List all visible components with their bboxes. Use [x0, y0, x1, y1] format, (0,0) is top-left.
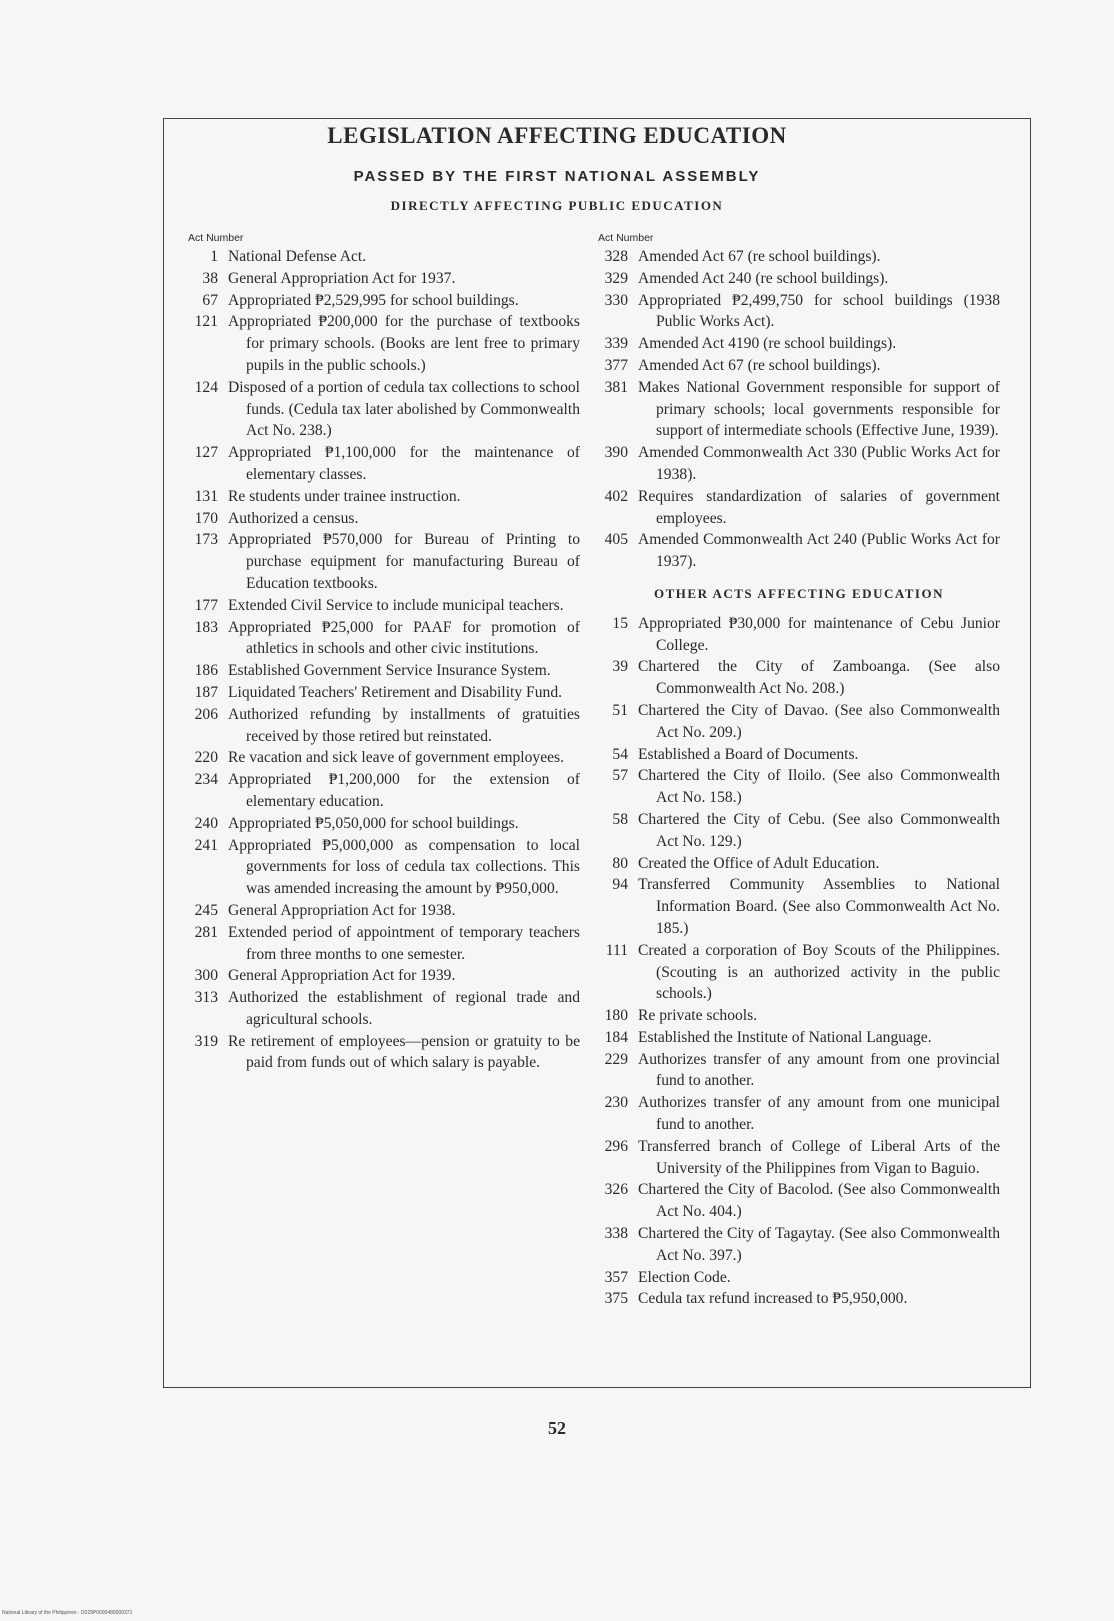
act-number: 127 — [194, 444, 218, 462]
act-number: 313 — [194, 989, 218, 1007]
act-number: 402 — [604, 487, 628, 505]
act-entry — [188, 268, 580, 290]
act-entry — [188, 704, 580, 748]
act-number: 405 — [604, 531, 628, 549]
act-number: 296 — [604, 1137, 628, 1155]
act-entry — [598, 613, 1000, 657]
act-number: 184 — [604, 1028, 628, 1046]
act-description: Makes National Government responsible for support of primary schools; local governments responsible for support of intermediate schools (Effective June, 1939). — [638, 378, 1000, 440]
act-entry — [188, 486, 580, 508]
act-number: 1 — [210, 248, 218, 265]
act-description: Established a Board of Documents. — [638, 745, 859, 763]
act-number: 319 — [194, 1032, 218, 1050]
act-number: 338 — [604, 1225, 628, 1243]
act-description: Established the Institute of National Language. — [638, 1028, 932, 1046]
act-entry — [598, 700, 1000, 744]
act-entry — [598, 290, 1000, 334]
act-description: Re students under trainee instruction. — [228, 487, 461, 505]
act-number: 173 — [194, 531, 218, 549]
act-description: Extended period of appointment of temporary teachers from three months to one semester. — [228, 923, 580, 963]
act-description: General Appropriation Act for 1937. — [228, 269, 456, 287]
page-number: 52 — [548, 1418, 566, 1438]
document-subtitle: PASSED BY THE FIRST NATIONAL ASSEMBLY — [353, 168, 761, 185]
act-number: 220 — [194, 749, 218, 767]
act-entry — [598, 744, 1000, 766]
act-description: Amended Act 240 (re school buildings). — [638, 269, 889, 287]
act-number: 170 — [194, 509, 218, 527]
act-description: Transferred Community Assemblies to National Information Board. (See also Commonwealth Act No. 185.) — [638, 876, 1000, 937]
act-number: 377 — [604, 356, 628, 374]
act-number: 38 — [202, 269, 218, 287]
act-number: 245 — [194, 901, 218, 919]
column-label: Act Number — [598, 232, 654, 244]
act-number: 330 — [604, 291, 628, 309]
act-description: Appropriated ₱5,050,000 for school buildings. — [228, 814, 519, 832]
right-act-list — [598, 246, 1000, 573]
act-entry — [598, 1027, 1000, 1049]
act-description: Appropriated ₱2,529,995 for school buildings. — [228, 291, 519, 309]
act-entry — [188, 529, 580, 594]
act-entry — [188, 965, 580, 987]
act-description: Created the Office of Adult Education. — [638, 854, 880, 872]
act-number: 57 — [612, 767, 628, 785]
act-entry — [188, 311, 580, 376]
act-number: 80 — [612, 854, 628, 872]
act-number: 375 — [604, 1290, 628, 1308]
act-entry — [598, 486, 1000, 530]
left-act-list — [188, 246, 580, 1074]
act-number: 187 — [194, 683, 218, 701]
act-number: 39 — [612, 658, 628, 676]
act-entry — [188, 682, 580, 704]
act-entry — [188, 747, 580, 769]
act-number: 180 — [604, 1007, 628, 1025]
act-entry — [598, 1179, 1000, 1223]
act-entry — [188, 835, 580, 900]
act-number: 230 — [604, 1094, 628, 1112]
act-entry — [188, 813, 580, 835]
act-number: 121 — [194, 313, 218, 331]
act-description: Authorizes transfer of any amount from one provincial fund to another. — [638, 1050, 1000, 1090]
act-description: Authorizes transfer of any amount from one municipal fund to another. — [638, 1094, 1000, 1134]
act-entry — [598, 765, 1000, 809]
act-entry — [188, 900, 580, 922]
act-description: General Appropriation Act for 1938. — [228, 901, 456, 919]
act-number: 67 — [202, 291, 218, 309]
act-description: Cedula tax refund increased to ₱5,950,000. — [638, 1290, 908, 1308]
act-description: Re vacation and sick leave of government employees. — [228, 749, 565, 767]
act-entry — [188, 660, 580, 682]
act-description: Disposed of a portion of cedula tax collections to school funds. (Cedula tax later abolished by Commonwealth Act No. 238.) — [228, 378, 580, 440]
column-label: Act Number — [188, 232, 244, 244]
act-number: 328 — [604, 248, 628, 265]
act-entry — [598, 333, 1000, 355]
act-description: General Appropriation Act for 1939. — [228, 967, 456, 985]
act-entry — [598, 1092, 1000, 1136]
act-description: Amended Commonwealth Act 240 (Public Works Act for 1937). — [638, 531, 1000, 571]
act-number: 329 — [604, 269, 628, 287]
act-description: Appropriated ₱2,499,750 for school buildings (1938 Public Works Act). — [638, 291, 1000, 331]
act-description: Chartered the City of Zamboanga. (See also Commonwealth Act No. 208.) — [638, 658, 1000, 698]
act-description: Requires standardization of salaries of government employees. — [638, 487, 1000, 527]
right-column — [598, 232, 1000, 1310]
act-entry — [598, 377, 1000, 442]
act-description: Authorized a census. — [228, 509, 359, 527]
act-number: 339 — [604, 335, 628, 353]
section-heading-direct: DIRECTLY AFFECTING PUBLIC EDUCATION — [390, 198, 724, 213]
act-entry — [188, 246, 580, 268]
act-description: Established Government Service Insurance System. — [228, 662, 551, 680]
act-entry — [598, 1005, 1000, 1027]
act-entry — [188, 290, 580, 312]
act-number: 111 — [605, 941, 628, 959]
act-entry — [598, 1267, 1000, 1289]
act-description: Appropriated ₱1,200,000 for the extension of elementary education. — [228, 771, 580, 810]
act-description: Chartered the City of Tagaytay. (See also Commonwealth Act No. 397.) — [638, 1225, 1000, 1264]
act-description: Chartered the City of Davao. (See also Commonwealth Act No. 209.) — [638, 701, 1000, 741]
act-entry — [598, 246, 1000, 268]
act-description: Chartered the City of Bacolod. (See also Commonwealth Act No. 404.) — [638, 1181, 1000, 1221]
act-number: 131 — [194, 487, 218, 505]
left-column — [188, 232, 580, 1074]
act-entry — [598, 1223, 1000, 1267]
act-description: Election Code. — [638, 1268, 731, 1286]
act-description: National Defense Act. — [228, 248, 367, 265]
act-number: 241 — [194, 836, 218, 854]
act-number: 281 — [194, 923, 218, 941]
act-description: Extended Civil Service to include municipal teachers. — [228, 596, 564, 614]
act-number: 381 — [604, 378, 628, 396]
act-entry — [598, 355, 1000, 377]
act-description: Re retirement of employees—pension or gratuity to be paid from funds out of which salary is payable. — [228, 1032, 580, 1072]
act-number: 206 — [194, 705, 218, 723]
act-entry — [188, 922, 580, 966]
act-number: 229 — [604, 1050, 628, 1068]
act-number: 54 — [612, 745, 628, 763]
act-entry — [598, 853, 1000, 875]
act-entry — [598, 874, 1000, 939]
act-description: Appropriated ₱200,000 for the purchase of textbooks for primary schools. (Books are lent free to primary pupils in the public schools.) — [228, 313, 580, 374]
act-entry — [598, 1049, 1000, 1093]
act-number: 357 — [604, 1268, 628, 1286]
act-number: 177 — [194, 596, 218, 614]
act-entry — [188, 508, 580, 530]
act-number: 124 — [194, 378, 218, 396]
act-entry — [188, 442, 580, 486]
act-number: 240 — [194, 814, 218, 832]
act-number: 58 — [612, 810, 628, 828]
act-description: Created a corporation of Boy Scouts of the Philippines. (Scouting is an authorized activity in the public schools.) — [638, 941, 1000, 1003]
act-description: Appropriated ₱25,000 for PAAF for promotion of athletics in schools and other civic institutions. — [228, 618, 580, 658]
act-description: Liquidated Teachers' Retirement and Disability Fund. — [228, 683, 563, 701]
act-entry — [188, 595, 580, 617]
act-entry — [598, 529, 1000, 573]
document-title: LEGISLATION AFFECTING EDUCATION — [327, 123, 787, 148]
act-entry — [598, 809, 1000, 853]
act-entry — [188, 769, 580, 813]
act-number: 94 — [612, 876, 628, 894]
act-description: Authorized the establishment of regional trade and agricultural schools. — [228, 989, 580, 1028]
act-description: Chartered the City of Iloilo. (See also Commonwealth Act No. 158.) — [638, 767, 1000, 807]
act-number: 183 — [194, 618, 218, 636]
act-description: Appropriated ₱5,000,000 as compensation to local governments for loss of cedula tax collections. This was amended increasing the amount by ₱950,000. — [228, 836, 580, 898]
act-description: Chartered the City of Cebu. (See also Commonwealth Act No. 129.) — [638, 810, 1000, 850]
act-number: 186 — [194, 662, 218, 680]
act-number: 51 — [612, 701, 628, 719]
act-entry — [598, 268, 1000, 290]
section-heading-other: OTHER ACTS AFFECTING EDUCATION — [654, 585, 944, 601]
act-entry — [188, 377, 580, 442]
act-entry — [598, 656, 1000, 700]
act-description: Transferred branch of College of Liberal Arts of the University of the Philippines from Vigan to Baguio. — [638, 1137, 1000, 1177]
act-number: 15 — [612, 614, 628, 632]
act-description: Appropriated ₱570,000 for Bureau of Printing to purchase equipment for manufacturing Bureau of Education textbooks. — [228, 531, 580, 592]
act-entry — [598, 1136, 1000, 1180]
footer-note: National Library of the Philippines · D029P0000480000371 — [2, 1610, 133, 1616]
act-description: Amended Act 4190 (re school buildings). — [638, 335, 897, 353]
act-description: Re private schools. — [638, 1007, 758, 1025]
act-description: Appropriated ₱1,100,000 for the maintenance of elementary classes. — [228, 444, 580, 483]
act-number: 234 — [194, 771, 218, 789]
act-description: Appropriated ₱30,000 for maintenance of Cebu Junior College. — [638, 614, 1000, 654]
act-entry — [188, 987, 580, 1031]
act-description: Authorized refunding by installments of gratuities received by those retired but reinstated. — [228, 705, 580, 745]
other-act-list — [598, 613, 1000, 1311]
act-description: Amended Commonwealth Act 330 (Public Works Act for 1938). — [638, 444, 1000, 483]
act-description: Amended Act 67 (re school buildings). — [638, 248, 881, 265]
act-number: 326 — [604, 1181, 628, 1199]
act-entry — [598, 1288, 1000, 1310]
act-number: 390 — [604, 444, 628, 462]
act-number: 300 — [194, 967, 218, 985]
act-entry — [598, 442, 1000, 486]
act-entry — [188, 617, 580, 661]
act-description: Amended Act 67 (re school buildings). — [638, 356, 881, 374]
act-entry — [188, 1031, 580, 1075]
act-entry — [598, 940, 1000, 1005]
